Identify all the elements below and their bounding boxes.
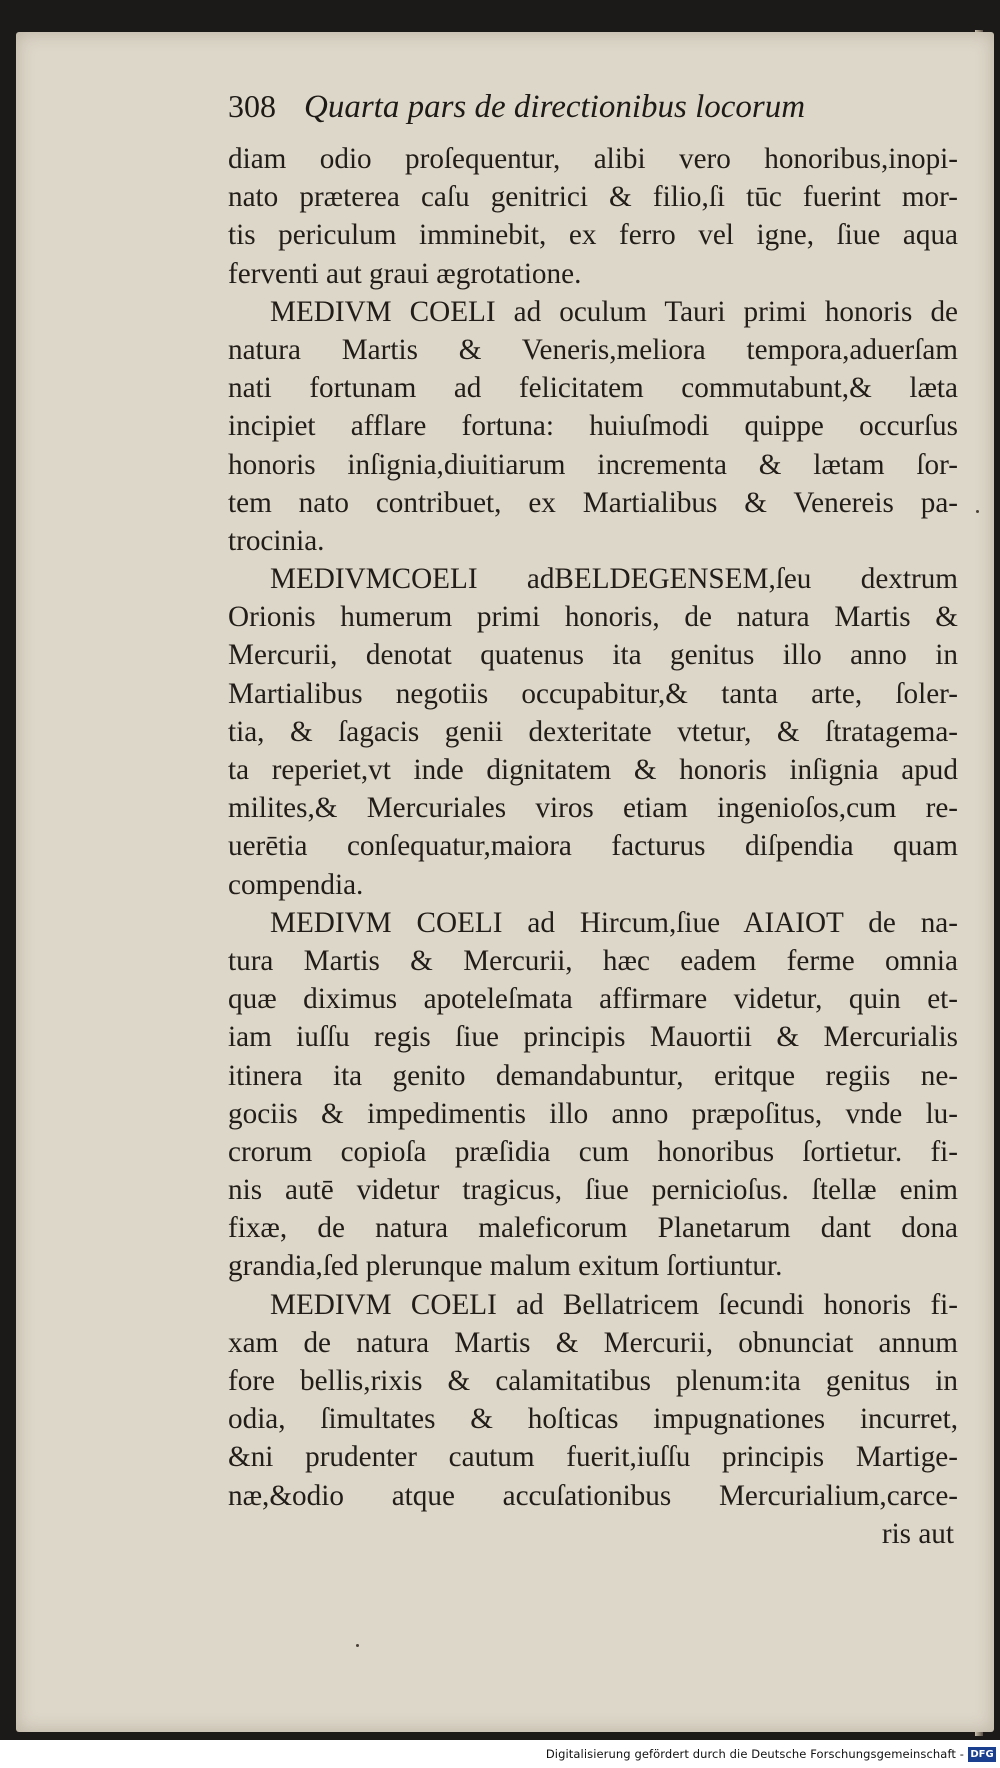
paragraph-start-line: MEDIVMCOELI adBELDEGENSEM,ſeu dextrum (270, 563, 958, 596)
catchword: ris aut (881, 1517, 954, 1550)
text-line: itinera ita genito demandabuntur, eritque regiis ne- (228, 1059, 958, 1092)
text-line: quæ diximus apoteleſmata affirmare videtur, quin et- (228, 983, 958, 1016)
text-line: ta reperiet,vt inde dignitatem & honoris inſignia apud (228, 754, 958, 786)
text-line: tura Martis & Mercurii, hæc eadem ferme omnia (228, 944, 958, 977)
text-line: milites,& Mercuriales viros etiam ingenioſos,cum re- (228, 792, 958, 825)
text-line: Martialibus negotiis occupabitur,& tanta arte, ſoler- (228, 677, 958, 710)
text-line: trocinia. (228, 524, 325, 557)
text-line: ferventi aut graui ægrotatione. (228, 257, 582, 290)
digitization-footer (0, 1744, 1000, 1768)
text-line: gociis & impedimentis illo anno præpoſitus, vnde lu- (228, 1097, 958, 1130)
page-number: 308 (228, 88, 276, 124)
paragraph-start-line: MEDIVM COELI ad oculum Tauri primi honoris de (270, 295, 958, 328)
body-text (228, 140, 958, 1553)
text-line: grandia,ſed plerunque malum exitum ſortiuntur. (228, 1250, 783, 1283)
text-line: xam de natura Martis & Mercurii, obnunciat annum (228, 1326, 958, 1359)
text-line: tia, & ſagacis genii dexteritate vtetur, & ſtratagema- (228, 715, 958, 748)
funding-credit: Digitalisierung gefördert durch die Deutsche Forschungsgemeinschaft - (545, 1747, 964, 1761)
text-line: næ,&odio atque accuſationibus Mercurialium,carce- (228, 1479, 958, 1512)
text-line: incipiet afflare fortuna: huiuſmodi quippe occurſus (228, 410, 958, 443)
ink-speck (356, 1644, 359, 1647)
text-line: nis autē videtur tragicus, ſiue pernicioſus. ſtellæ enim (228, 1174, 958, 1207)
text-line: nato præterea caſu genitrici & filio,ſi tūc fuerint mor- (228, 181, 958, 214)
text-line: fixæ, de natura maleficorum Planetarum dant dona (228, 1212, 958, 1245)
ink-speck (976, 510, 979, 513)
text-line: Orionis humerum primi honoris, de natura Martis & (228, 601, 958, 634)
dfg-logo-icon: DFG (968, 1747, 996, 1762)
running-title: Quarta pars de directionibus locorum (304, 89, 806, 125)
text-line: fore bellis,rixis & calamitatibus plenum:ita genitus in (228, 1365, 958, 1397)
text-line: iam iuſſu regis ſiue principis Mauortii & Mercurialis (228, 1021, 958, 1054)
text-line: natura Martis & Veneris,meliora tempora,aduerſam (228, 333, 958, 366)
text-line: uerētia conſequatur,maiora facturus diſpendia quam (228, 830, 958, 863)
text-line: tis periculum imminebit, ex ferro vel igne, ſiue aqua (228, 219, 958, 252)
text-line: nati fortunam ad felicitatem commutabunt,& læta (228, 372, 958, 405)
text-line: diam odio proſequentur, alibi vero honoribus,inopi- (228, 143, 958, 175)
paragraph-start-line: MEDIVM COELI ad Bellatricem ſecundi honoris fi- (270, 1288, 958, 1321)
text-line: compendia. (228, 868, 364, 901)
text-line: honoris inſignia,diuitiarum incrementa & lætam ſor- (228, 448, 958, 481)
paragraph-start-line: MEDIVM COELI ad Hircum,ſiue AIAIOT de na- (270, 906, 958, 939)
text-line: &ni prudenter cautum fuerit,iuſſu principis Martige- (228, 1441, 958, 1474)
running-head (228, 88, 868, 132)
text-line: crorum copioſa præſidia cum honoribus ſortietur. fi- (228, 1135, 958, 1168)
text-line: odia, ſimultates & hoſticas impugnationes incurret, (228, 1403, 958, 1436)
text-line: Mercurii, denotat quatenus ita genitus illo anno in (228, 639, 958, 672)
text-line: tem nato contribuet, ex Martialibus & Venereis pa- (228, 486, 958, 519)
